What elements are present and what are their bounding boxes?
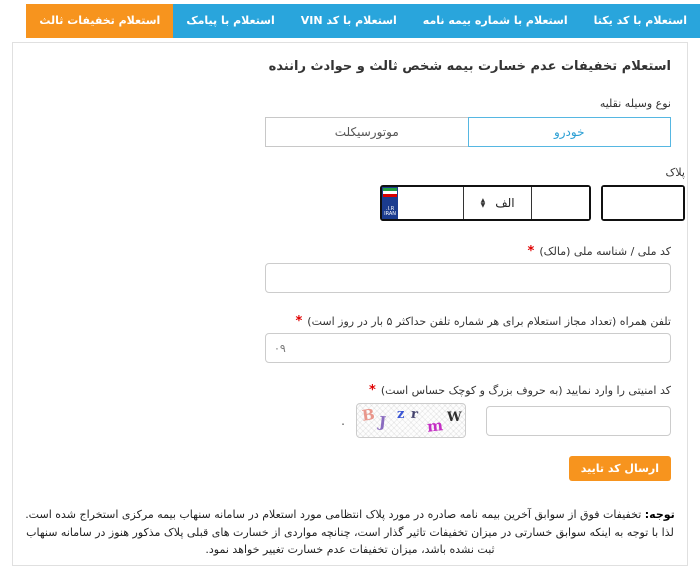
captcha-dot: . (341, 413, 345, 428)
iran-flag-icon (383, 188, 397, 197)
plate-letter-select[interactable] (463, 187, 532, 219)
form-card (12, 42, 688, 566)
captcha-letter: W (447, 410, 462, 425)
plate-region-code-box (601, 185, 685, 221)
iran-plate-badge (382, 187, 398, 219)
footnote (21, 506, 679, 559)
captcha-letter: r (410, 406, 419, 423)
footnote-attention: توجه: (644, 508, 675, 521)
tab-third-party-discounts[interactable]: استعلام تخفیفات ثالث (26, 4, 173, 38)
captcha-letter: z (397, 407, 405, 422)
tab-inquiry-vin-code[interactable]: استعلام با کد VIN (288, 4, 410, 38)
tab-inquiry-policy-number[interactable]: استعلام با شماره بیمه نامه (410, 4, 581, 38)
send-verification-code-button[interactable]: ارسال کد تایید (569, 456, 671, 481)
plate-main-box (380, 185, 591, 221)
vehicle-type-label: نوع وسیله نقلیه (599, 97, 671, 110)
plate-letter-value: الف (495, 196, 515, 210)
select-spinner-icon: ▲ ▼ (480, 197, 486, 209)
national-id-input[interactable] (265, 263, 671, 293)
vehicle-type-toggle (265, 117, 671, 147)
captcha-input[interactable] (486, 406, 671, 436)
plate-region-code-input[interactable] (603, 187, 683, 219)
plate-two-digit-input[interactable] (532, 187, 589, 219)
plate-label: پلاک (665, 166, 685, 179)
phone-label: تلفن همراه (تعداد مجاز استعلام برای هر شماره تلفن حداکثر ۵ بار در روز است) * (295, 314, 671, 329)
captcha-letter: B (360, 405, 376, 425)
footnote-text: تخفیفات فوق از سوابق آخرین بیمه نامه صادره در مورد پلاک انتظامی مورد استعلام در سامانه سنهاب بیمه مرکزی استخراج شده است. لذا با توجه به اینکه سوابق خسارتی در میزان تخفیفات تاثیر گذار است، چنانچه مواردی از خسارت های قبلی پلاک مذکور هنوز در سامانه سنهاب ثبت نشده باشد، میزان تخفیفات عدم خسارت تغییر خواهد نمود. (25, 508, 674, 557)
license-plate-widget (265, 185, 685, 221)
captcha-row (265, 403, 671, 438)
captcha-label: کد امنیتی را وارد نمایید (به حروف بزرگ و کوچک حساس است) * (369, 383, 671, 398)
captcha-letter: J (378, 412, 388, 432)
required-mark: * (527, 244, 535, 259)
tab-inquiry-unique-code[interactable]: استعلام با کد یکتا (581, 4, 700, 38)
badge-country-text: I.R. IRAN (384, 206, 397, 217)
national-id-label: کد ملی / شناسه ملی (مالک) * (527, 244, 671, 259)
captcha-letter: m (426, 416, 444, 436)
top-tab-bar (26, 4, 700, 38)
phone-input[interactable] (265, 333, 671, 363)
page-title: استعلام تخفیفات عدم خسارت بیمه شخص ثالث و حوادث راننده (268, 59, 671, 74)
required-mark: * (369, 383, 376, 398)
captcha-image (356, 403, 466, 438)
vehicle-type-motorcycle-button[interactable]: موتورسیکلت (265, 117, 468, 147)
required-mark: * (295, 314, 303, 329)
plate-three-digit-input[interactable] (398, 187, 463, 219)
tab-inquiry-sms[interactable]: استعلام با پیامک (173, 4, 287, 38)
vehicle-type-car-button[interactable]: خودرو (468, 117, 672, 147)
